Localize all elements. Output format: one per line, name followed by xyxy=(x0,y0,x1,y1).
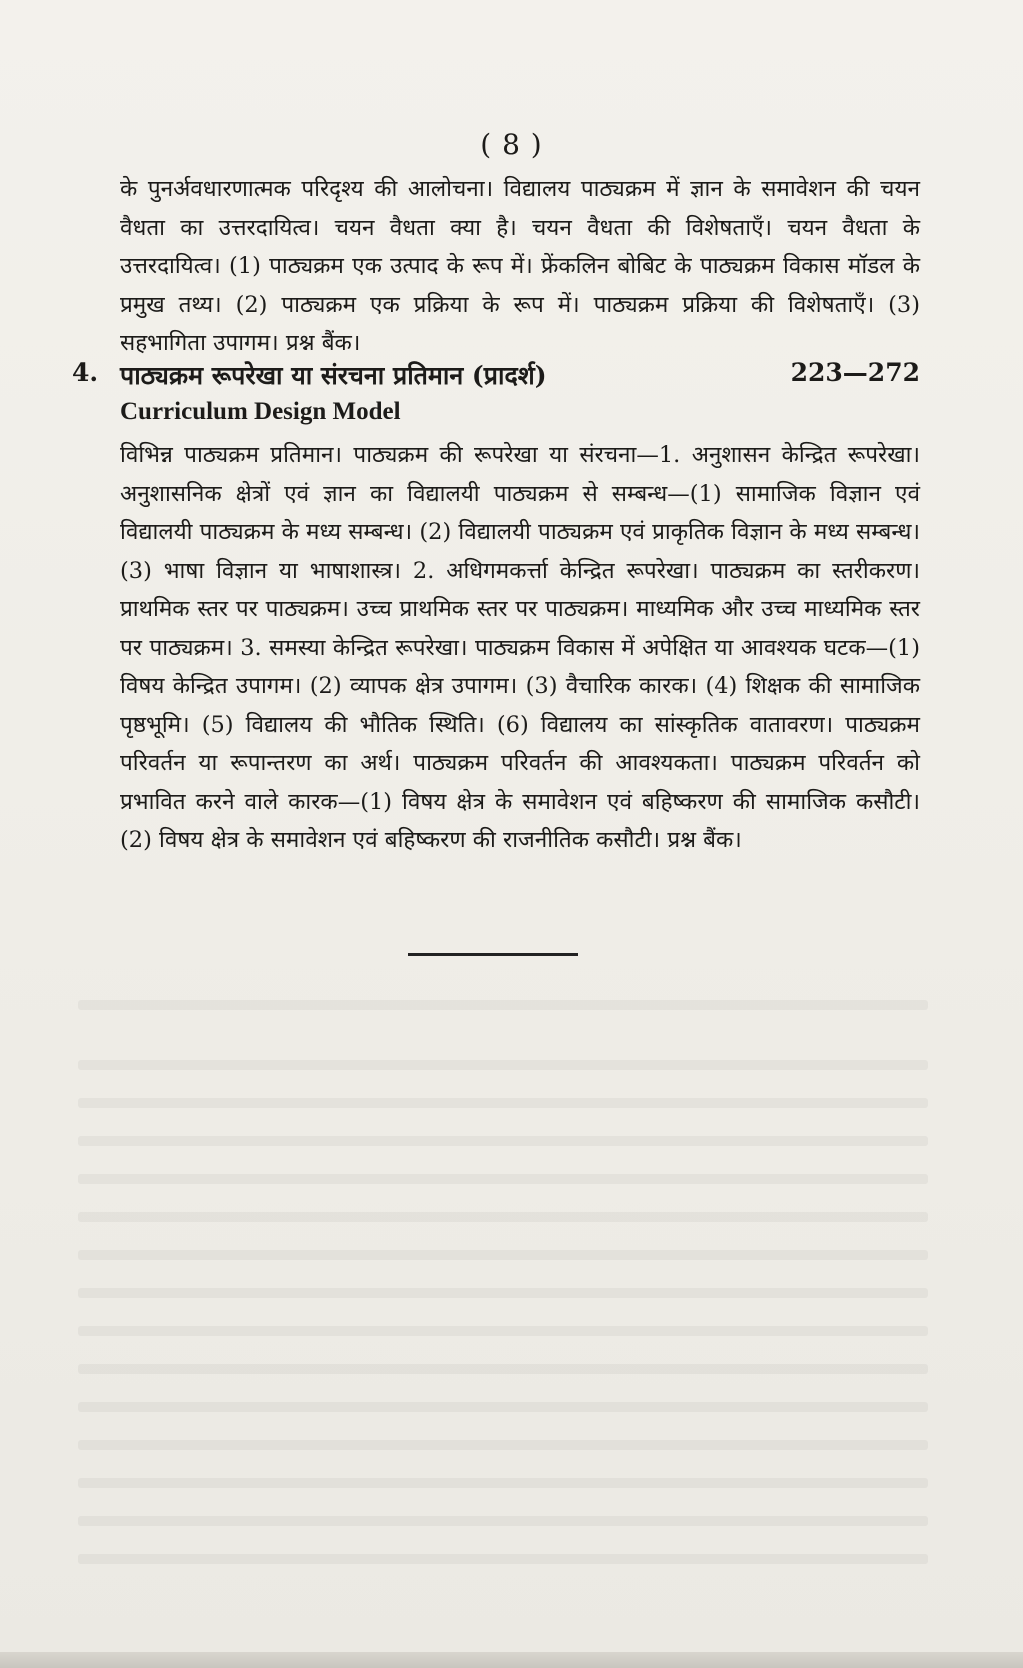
bleed-through-line xyxy=(78,1098,928,1108)
bleed-through-line xyxy=(78,1212,928,1222)
bleed-through-line xyxy=(78,1250,928,1260)
bleed-through-line xyxy=(78,1364,928,1374)
bleed-through-line xyxy=(78,1136,928,1146)
bleed-through-line xyxy=(78,1326,928,1336)
intro-paragraph: के पुनर्अवधारणात्मक परिदृश्य की आलोचना। विद्यालय पाठ्यक्रम में ज्ञान के समावेशन की चयन वैधता का उत्तरदायित्व। चयन वैधता क्या है। चयन वैधता की विशेषताएँ। चयन वैधता के उत्तरदायित्व। (1) पाठ्यक्रम एक उत्पाद के रूप में। फ्रेंकलिन बोबिट के पाठ्यक्रम विकास मॉडल के प्रमुख तथ्य। (2) पाठ्यक्रम एक प्रक्रिया के रूप में। पाठ्यक्रम प्रक्रिया की विशेषताएँ। (3) सहभागिता उपागम। प्रश्न बैंक। xyxy=(120,176,920,356)
section-body-block xyxy=(120,436,920,860)
bleed-through-line xyxy=(78,1174,928,1184)
section-heading xyxy=(72,358,920,398)
section-divider xyxy=(408,953,578,956)
bleed-through-line xyxy=(78,1402,928,1412)
page-bottom-edge xyxy=(0,1652,1023,1668)
bleed-through-line xyxy=(78,1060,928,1070)
bleed-through-line xyxy=(78,1000,928,1010)
intro-paragraph-block xyxy=(120,170,920,363)
section-body: विभिन्न पाठ्यक्रम प्रतिमान। पाठ्यक्रम की रूपरेखा या संरचना—1. अनुशासन केन्द्रित रूपरेखा। अनुशासनिक क्षेत्रों एवं ज्ञान का विद्यालयी पाठ्यक्रम से सम्बन्ध—(1) सामाजिक विज्ञान एवं विद्यालयी पाठ्यक्रम के मध्य सम्बन्ध। (2) विद्यालयी पाठ्यक्रम एवं प्राकृतिक विज्ञान के मध्य सम्बन्ध। (3) भाषा विज्ञान या भाषाशास्त्र। 2. अधिगमकर्त्ता केन्द्रित रूपरेखा। पाठ्यक्रम का स्तरीकरण। प्राथमिक स्तर पर पाठ्यक्रम। उच्च प्राथमिक स्तर पर पाठ्यक्रम। माध्यमिक और उच्च माध्यमिक स्तर पर पाठ्यक्रम। 3. समस्या केन्द्रित रूपरेखा। पाठ्यक्रम विकास में अपेक्षित या आवश्यक घटक—(1) विषय केन्द्रित उपागम। (2) व्यापक क्षेत्र उपागम। (3) वैचारिक कारक। (4) शिक्षक की सामाजिक पृष्ठभूमि। (5) विद्यालय की भौतिक स्थिति। (6) विद्यालय का सांस्कृतिक वातावरण। पाठ्यक्रम परिवर्तन या रूपान्तरण का अर्थ। पाठ्यक्रम परिवर्तन की आवश्यकता। पाठ्यक्रम परिवर्तन को प्रभावित करने वाले कारक—(1) विषय क्षेत्र के समावेशन एवं बहिष्करण की सामाजिक कसौटी। (2) विषय क्षेत्र के समावेशन एवं बहिष्करण की राजनीतिक कसौटी। प्रश्न बैंक। xyxy=(120,442,920,853)
section-title-hindi: पाठ्यक्रम रूपरेखा या संरचना प्रतिमान (प्रादर्श) xyxy=(120,361,547,390)
bleed-through-line xyxy=(78,1516,928,1526)
bleed-through-line xyxy=(78,1478,928,1488)
section-title-english: Curriculum Design Model xyxy=(120,398,401,425)
bleed-through-line xyxy=(78,1440,928,1450)
bleed-through-line xyxy=(78,1554,928,1564)
page-number: ( 8 ) xyxy=(480,128,543,161)
section-number: 4. xyxy=(72,358,99,387)
section-page-range: 223—272 xyxy=(790,358,920,387)
bleed-through-line xyxy=(78,1288,928,1298)
